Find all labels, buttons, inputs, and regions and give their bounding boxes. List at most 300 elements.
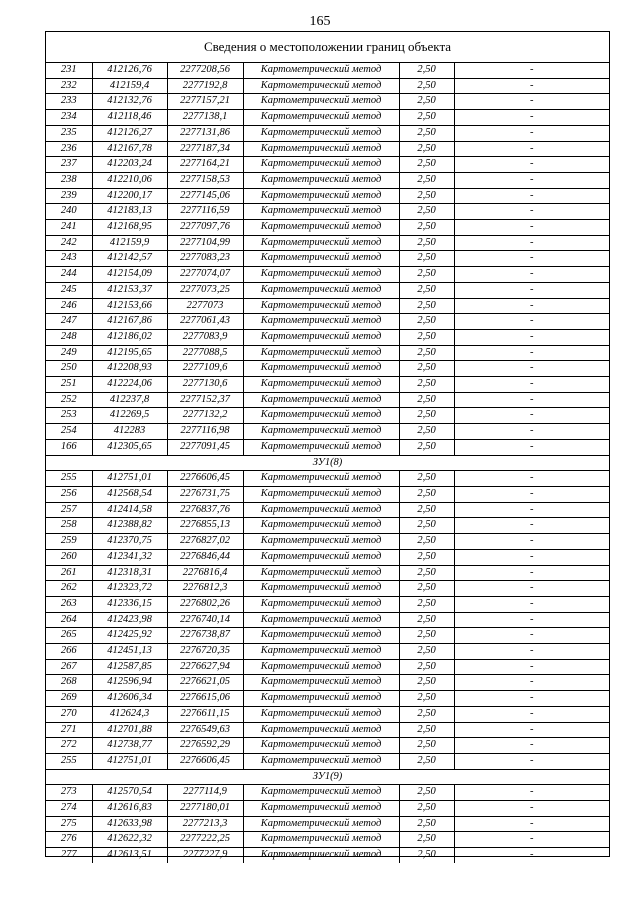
point-number-cell: 233 <box>46 94 92 110</box>
method-cell: Картометрический метод <box>243 220 399 236</box>
point-number-cell: 237 <box>46 157 92 173</box>
x-coordinate-cell: 412624,3 <box>92 706 167 722</box>
accuracy-cell: 2,50 <box>399 691 454 707</box>
note-cell: - <box>454 110 609 126</box>
x-coordinate-cell: 412159,4 <box>92 78 167 94</box>
note-cell: - <box>454 377 609 393</box>
point-number-cell: 231 <box>46 63 92 78</box>
method-cell: Картометрический метод <box>243 832 399 848</box>
table-row <box>46 722 609 738</box>
method-cell: Картометрический метод <box>243 408 399 424</box>
table-row <box>46 848 609 863</box>
note-cell: - <box>454 282 609 298</box>
note-cell: - <box>454 706 609 722</box>
y-coordinate-cell: 2277213,3 <box>167 816 243 832</box>
accuracy-cell: 2,50 <box>399 282 454 298</box>
table-row <box>46 172 609 188</box>
accuracy-cell: 2,50 <box>399 753 454 769</box>
y-coordinate-cell: 2276615,06 <box>167 691 243 707</box>
note-cell: - <box>454 486 609 502</box>
point-number-cell: 277 <box>46 848 92 863</box>
y-coordinate-cell: 2277152,37 <box>167 392 243 408</box>
note-cell: - <box>454 644 609 660</box>
boundary-table-frame <box>45 31 610 861</box>
method-cell: Картометрический метод <box>243 612 399 628</box>
accuracy-cell: 2,50 <box>399 549 454 565</box>
y-coordinate-cell: 2277073 <box>167 298 243 314</box>
point-number-cell: 166 <box>46 439 92 455</box>
y-coordinate-cell: 2277187,34 <box>167 141 243 157</box>
x-coordinate-cell: 412451,13 <box>92 644 167 660</box>
x-coordinate-cell: 412388,82 <box>92 518 167 534</box>
note-cell: - <box>454 345 609 361</box>
x-coordinate-cell: 412318,31 <box>92 565 167 581</box>
x-coordinate-cell: 412370,75 <box>92 534 167 550</box>
accuracy-cell: 2,50 <box>399 628 454 644</box>
y-coordinate-cell: 2276611,15 <box>167 706 243 722</box>
note-cell: - <box>454 267 609 283</box>
point-number-cell: 248 <box>46 329 92 345</box>
accuracy-cell: 2,50 <box>399 392 454 408</box>
table-row <box>46 612 609 628</box>
x-coordinate-cell: 412622,32 <box>92 832 167 848</box>
x-coordinate-cell: 412210,06 <box>92 172 167 188</box>
page-number: 165 <box>309 14 331 29</box>
method-cell: Картометрический метод <box>243 596 399 612</box>
point-number-cell: 270 <box>46 706 92 722</box>
accuracy-cell: 2,50 <box>399 94 454 110</box>
method-cell: Картометрический метод <box>243 486 399 502</box>
point-number-cell: 262 <box>46 581 92 597</box>
point-number-cell: 255 <box>46 753 92 769</box>
method-cell: Картометрический метод <box>243 801 399 817</box>
point-number-cell: 250 <box>46 361 92 377</box>
point-number-cell: 234 <box>46 110 92 126</box>
note-cell: - <box>454 204 609 220</box>
accuracy-cell: 2,50 <box>399 172 454 188</box>
x-coordinate-cell: 412186,02 <box>92 329 167 345</box>
note-cell: - <box>454 659 609 675</box>
note-cell: - <box>454 471 609 487</box>
x-coordinate-cell: 412587,85 <box>92 659 167 675</box>
note-cell: - <box>454 785 609 801</box>
point-number-cell: 239 <box>46 188 92 204</box>
accuracy-cell: 2,50 <box>399 738 454 754</box>
accuracy-cell: 2,50 <box>399 157 454 173</box>
note-cell: - <box>454 753 609 769</box>
point-number-cell: 232 <box>46 78 92 94</box>
note-cell: - <box>454 581 609 597</box>
note-cell: - <box>454 549 609 565</box>
x-coordinate-cell: 412283 <box>92 424 167 440</box>
x-coordinate-cell: 412183,13 <box>92 204 167 220</box>
method-cell: Картометрический метод <box>243 345 399 361</box>
point-number-cell: 259 <box>46 534 92 550</box>
point-number-cell: 238 <box>46 172 92 188</box>
table-row <box>46 204 609 220</box>
y-coordinate-cell: 2276846,44 <box>167 549 243 565</box>
table-row <box>46 157 609 173</box>
y-coordinate-cell: 2277131,86 <box>167 125 243 141</box>
x-coordinate-cell: 412195,65 <box>92 345 167 361</box>
accuracy-cell: 2,50 <box>399 345 454 361</box>
note-cell: - <box>454 188 609 204</box>
note-cell: - <box>454 157 609 173</box>
method-cell: Картометрический метод <box>243 392 399 408</box>
point-number-cell: 261 <box>46 565 92 581</box>
y-coordinate-cell: 2277116,59 <box>167 204 243 220</box>
table-row <box>46 565 609 581</box>
y-coordinate-cell: 2276837,76 <box>167 502 243 518</box>
accuracy-cell: 2,50 <box>399 471 454 487</box>
y-coordinate-cell: 2276827,02 <box>167 534 243 550</box>
coordinates-table <box>46 63 609 863</box>
y-coordinate-cell: 2277227,9 <box>167 848 243 863</box>
accuracy-cell: 2,50 <box>399 141 454 157</box>
point-number-cell: 263 <box>46 596 92 612</box>
point-number-cell: 235 <box>46 125 92 141</box>
table-row <box>46 282 609 298</box>
note-cell: - <box>454 408 609 424</box>
note-cell: - <box>454 125 609 141</box>
x-coordinate-cell: 412208,93 <box>92 361 167 377</box>
point-number-cell: 257 <box>46 502 92 518</box>
table-row <box>46 753 609 769</box>
y-coordinate-cell: 2277130,6 <box>167 377 243 393</box>
table-row <box>46 141 609 157</box>
note-cell: - <box>454 722 609 738</box>
accuracy-cell: 2,50 <box>399 220 454 236</box>
point-number-cell: 269 <box>46 691 92 707</box>
method-cell: Картометрический метод <box>243 63 399 78</box>
accuracy-cell: 2,50 <box>399 581 454 597</box>
x-coordinate-cell: 412751,01 <box>92 471 167 487</box>
accuracy-cell: 2,50 <box>399 612 454 628</box>
y-coordinate-cell: 2277061,43 <box>167 314 243 330</box>
point-number-cell: 241 <box>46 220 92 236</box>
point-number-cell: 254 <box>46 424 92 440</box>
method-cell: Картометрический метод <box>243 125 399 141</box>
accuracy-cell: 2,50 <box>399 314 454 330</box>
point-number-cell: 243 <box>46 251 92 267</box>
table-row <box>46 628 609 644</box>
section-label: ЗУ1(9) <box>46 769 609 785</box>
section-label: ЗУ1(8) <box>46 455 609 471</box>
point-number-cell: 247 <box>46 314 92 330</box>
y-coordinate-cell: 2276740,14 <box>167 612 243 628</box>
x-coordinate-cell: 412237,8 <box>92 392 167 408</box>
note-cell: - <box>454 628 609 644</box>
method-cell: Картометрический метод <box>243 628 399 644</box>
method-cell: Картометрический метод <box>243 706 399 722</box>
y-coordinate-cell: 2276812,3 <box>167 581 243 597</box>
accuracy-cell: 2,50 <box>399 596 454 612</box>
x-coordinate-cell: 412336,15 <box>92 596 167 612</box>
table-row <box>46 78 609 94</box>
method-cell: Картометрический метод <box>243 424 399 440</box>
accuracy-cell: 2,50 <box>399 785 454 801</box>
accuracy-cell: 2,50 <box>399 848 454 863</box>
table-row <box>46 581 609 597</box>
table-row <box>46 706 609 722</box>
x-coordinate-cell: 412118,46 <box>92 110 167 126</box>
accuracy-cell: 2,50 <box>399 125 454 141</box>
method-cell: Картометрический метод <box>243 298 399 314</box>
method-cell: Картометрический метод <box>243 753 399 769</box>
x-coordinate-cell: 412568,54 <box>92 486 167 502</box>
note-cell: - <box>454 801 609 817</box>
method-cell: Картометрический метод <box>243 94 399 110</box>
table-row <box>46 644 609 660</box>
method-cell: Картометрический метод <box>243 848 399 863</box>
y-coordinate-cell: 2277083,9 <box>167 329 243 345</box>
note-cell: - <box>454 361 609 377</box>
accuracy-cell: 2,50 <box>399 486 454 502</box>
method-cell: Картометрический метод <box>243 141 399 157</box>
point-number-cell: 275 <box>46 816 92 832</box>
note-cell: - <box>454 816 609 832</box>
note-cell: - <box>454 94 609 110</box>
note-cell: - <box>454 251 609 267</box>
point-number-cell: 252 <box>46 392 92 408</box>
x-coordinate-cell: 412425,92 <box>92 628 167 644</box>
method-cell: Картометрический метод <box>243 722 399 738</box>
accuracy-cell: 2,50 <box>399 534 454 550</box>
method-cell: Картометрический метод <box>243 518 399 534</box>
x-coordinate-cell: 412570,54 <box>92 785 167 801</box>
point-number-cell: 244 <box>46 267 92 283</box>
x-coordinate-cell: 412126,76 <box>92 63 167 78</box>
y-coordinate-cell: 2276592,29 <box>167 738 243 754</box>
table-row <box>46 377 609 393</box>
table-row <box>46 832 609 848</box>
note-cell: - <box>454 298 609 314</box>
y-coordinate-cell: 2277109,6 <box>167 361 243 377</box>
x-coordinate-cell: 412701,88 <box>92 722 167 738</box>
y-coordinate-cell: 2277132,2 <box>167 408 243 424</box>
table-row <box>46 486 609 502</box>
table-row <box>46 392 609 408</box>
table-row <box>46 361 609 377</box>
accuracy-cell: 2,50 <box>399 63 454 78</box>
note-cell: - <box>454 439 609 455</box>
x-coordinate-cell: 412224,06 <box>92 377 167 393</box>
x-coordinate-cell: 412751,01 <box>92 753 167 769</box>
accuracy-cell: 2,50 <box>399 424 454 440</box>
method-cell: Картометрический метод <box>243 361 399 377</box>
accuracy-cell: 2,50 <box>399 659 454 675</box>
y-coordinate-cell: 2276606,45 <box>167 753 243 769</box>
point-number-cell: 245 <box>46 282 92 298</box>
y-coordinate-cell: 2277208,56 <box>167 63 243 78</box>
accuracy-cell: 2,50 <box>399 565 454 581</box>
point-number-cell: 249 <box>46 345 92 361</box>
x-coordinate-cell: 412153,37 <box>92 282 167 298</box>
y-coordinate-cell: 2276731,75 <box>167 486 243 502</box>
x-coordinate-cell: 412203,24 <box>92 157 167 173</box>
section-row <box>46 455 609 471</box>
note-cell: - <box>454 141 609 157</box>
note-cell: - <box>454 675 609 691</box>
y-coordinate-cell: 2277158,53 <box>167 172 243 188</box>
point-number-cell: 272 <box>46 738 92 754</box>
point-number-cell: 265 <box>46 628 92 644</box>
y-coordinate-cell: 2277164,21 <box>167 157 243 173</box>
table-row <box>46 518 609 534</box>
accuracy-cell: 2,50 <box>399 235 454 251</box>
accuracy-cell: 2,50 <box>399 78 454 94</box>
table-row <box>46 659 609 675</box>
accuracy-cell: 2,50 <box>399 832 454 848</box>
method-cell: Картометрический метод <box>243 157 399 173</box>
y-coordinate-cell: 2276627,94 <box>167 659 243 675</box>
method-cell: Картометрический метод <box>243 110 399 126</box>
table-row <box>46 235 609 251</box>
note-cell: - <box>454 63 609 78</box>
method-cell: Картометрический метод <box>243 659 399 675</box>
note-cell: - <box>454 220 609 236</box>
table-row <box>46 125 609 141</box>
y-coordinate-cell: 2277138,1 <box>167 110 243 126</box>
accuracy-cell: 2,50 <box>399 110 454 126</box>
accuracy-cell: 2,50 <box>399 816 454 832</box>
table-row <box>46 345 609 361</box>
y-coordinate-cell: 2277074,07 <box>167 267 243 283</box>
method-cell: Картометрический метод <box>243 251 399 267</box>
note-cell: - <box>454 534 609 550</box>
y-coordinate-cell: 2277222,25 <box>167 832 243 848</box>
accuracy-cell: 2,50 <box>399 439 454 455</box>
accuracy-cell: 2,50 <box>399 675 454 691</box>
x-coordinate-cell: 412613,51 <box>92 848 167 863</box>
note-cell: - <box>454 832 609 848</box>
table-row <box>46 691 609 707</box>
note-cell: - <box>454 235 609 251</box>
x-coordinate-cell: 412159,9 <box>92 235 167 251</box>
method-cell: Картометрический метод <box>243 204 399 220</box>
y-coordinate-cell: 2277192,8 <box>167 78 243 94</box>
table-row <box>46 329 609 345</box>
y-coordinate-cell: 2276738,87 <box>167 628 243 644</box>
accuracy-cell: 2,50 <box>399 251 454 267</box>
point-number-cell: 260 <box>46 549 92 565</box>
table-row <box>46 801 609 817</box>
method-cell: Картометрический метод <box>243 675 399 691</box>
table-row <box>46 94 609 110</box>
accuracy-cell: 2,50 <box>399 801 454 817</box>
y-coordinate-cell: 2276816,4 <box>167 565 243 581</box>
table-row <box>46 471 609 487</box>
x-coordinate-cell: 412341,32 <box>92 549 167 565</box>
note-cell: - <box>454 612 609 628</box>
method-cell: Картометрический метод <box>243 235 399 251</box>
table-row <box>46 110 609 126</box>
method-cell: Картометрический метод <box>243 534 399 550</box>
table-row <box>46 63 609 78</box>
table-row <box>46 298 609 314</box>
table-row <box>46 534 609 550</box>
table-row <box>46 596 609 612</box>
accuracy-cell: 2,50 <box>399 361 454 377</box>
point-number-cell: 242 <box>46 235 92 251</box>
x-coordinate-cell: 412633,98 <box>92 816 167 832</box>
table-row <box>46 424 609 440</box>
x-coordinate-cell: 412606,34 <box>92 691 167 707</box>
coordinates-table-body <box>46 63 609 863</box>
point-number-cell: 276 <box>46 832 92 848</box>
method-cell: Картометрический метод <box>243 314 399 330</box>
point-number-cell: 251 <box>46 377 92 393</box>
point-number-cell: 253 <box>46 408 92 424</box>
method-cell: Картометрический метод <box>243 785 399 801</box>
x-coordinate-cell: 412269,5 <box>92 408 167 424</box>
point-number-cell: 268 <box>46 675 92 691</box>
accuracy-cell: 2,50 <box>399 204 454 220</box>
table-row <box>46 314 609 330</box>
point-number-cell: 271 <box>46 722 92 738</box>
point-number-cell: 264 <box>46 612 92 628</box>
x-coordinate-cell: 412126,27 <box>92 125 167 141</box>
method-cell: Картометрический метод <box>243 172 399 188</box>
note-cell: - <box>454 502 609 518</box>
table-row <box>46 738 609 754</box>
accuracy-cell: 2,50 <box>399 518 454 534</box>
y-coordinate-cell: 2276621,05 <box>167 675 243 691</box>
table-row <box>46 675 609 691</box>
y-coordinate-cell: 2277073,25 <box>167 282 243 298</box>
method-cell: Картометрический метод <box>243 329 399 345</box>
y-coordinate-cell: 2276802,26 <box>167 596 243 612</box>
y-coordinate-cell: 2276606,45 <box>167 471 243 487</box>
point-number-cell: 246 <box>46 298 92 314</box>
accuracy-cell: 2,50 <box>399 267 454 283</box>
accuracy-cell: 2,50 <box>399 722 454 738</box>
method-cell: Картометрический метод <box>243 549 399 565</box>
method-cell: Картометрический метод <box>243 377 399 393</box>
y-coordinate-cell: 2277157,21 <box>167 94 243 110</box>
method-cell: Картометрический метод <box>243 644 399 660</box>
point-number-cell: 273 <box>46 785 92 801</box>
x-coordinate-cell: 412153,66 <box>92 298 167 314</box>
x-coordinate-cell: 412414,58 <box>92 502 167 518</box>
note-cell: - <box>454 565 609 581</box>
y-coordinate-cell: 2277114,9 <box>167 785 243 801</box>
table-row <box>46 439 609 455</box>
method-cell: Картометрический метод <box>243 471 399 487</box>
note-cell: - <box>454 314 609 330</box>
point-number-cell: 274 <box>46 801 92 817</box>
accuracy-cell: 2,50 <box>399 706 454 722</box>
point-number-cell: 266 <box>46 644 92 660</box>
method-cell: Картометрический метод <box>243 439 399 455</box>
y-coordinate-cell: 2277091,45 <box>167 439 243 455</box>
method-cell: Картометрический метод <box>243 282 399 298</box>
method-cell: Картометрический метод <box>243 565 399 581</box>
note-cell: - <box>530 849 534 861</box>
note-cell: - <box>454 691 609 707</box>
note-cell: - <box>454 78 609 94</box>
note-cell: - <box>454 518 609 534</box>
y-coordinate-cell: 2277083,23 <box>167 251 243 267</box>
x-coordinate-cell: 412596,94 <box>92 675 167 691</box>
y-coordinate-cell: 2276720,35 <box>167 644 243 660</box>
point-number-cell: 256 <box>46 486 92 502</box>
note-cell: - <box>454 329 609 345</box>
note-cell: - <box>454 392 609 408</box>
table-row <box>46 251 609 267</box>
accuracy-cell: 2,50 <box>399 502 454 518</box>
point-number-cell: 255 <box>46 471 92 487</box>
